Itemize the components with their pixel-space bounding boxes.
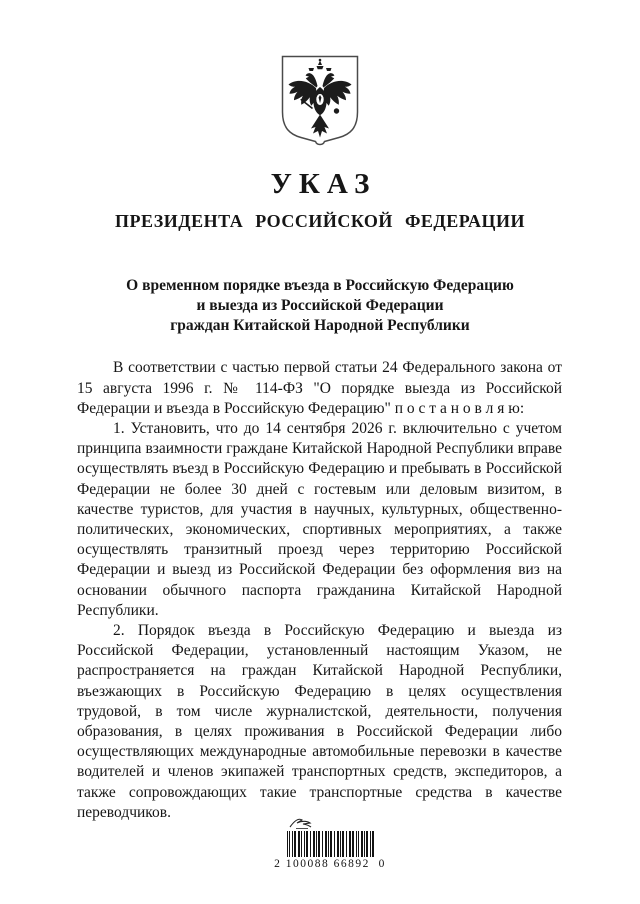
barcode-inner <box>274 817 386 870</box>
emblem-wrap <box>280 54 360 151</box>
decree-subject-heading <box>0 276 640 336</box>
paragraph-preamble: В соответствии с частью первой статьи 24 Федерального закона от 15 августа 1996 г. № 114-ФЗ "О порядке выезда из Российской Федерации и въезда в Российскую Федерацию" п о с т а н о в л я ю: <box>77 359 562 417</box>
document-title: УКАЗ <box>270 168 377 200</box>
decree-body <box>77 358 562 823</box>
paragraph-item-2: 2. Порядок въезда в Российскую Федерацию и выезда из Российской Федерации, установленный настоящим Указом, не распространяется на граждан Китайской Народной Республики, въезжающих в Российскую Федерацию в целях осуществления трудовой, в том числе журналистской, деятельности, получения образования, в целях проживания в Российской Федерации либо осуществляющих международные автомобильные перевозки в качестве водителей и членов экипажей транспортных средств, экспедиторов, а также сопровождающих такие транспортные средства в качестве переводчиков. <box>77 622 562 821</box>
heading-line-2: и выезда из Российской Федерации <box>196 297 444 315</box>
heading-line-3: граждан Китайской Народной Республики <box>170 317 470 335</box>
barcode-block <box>0 817 640 872</box>
barcode-bars-icon <box>274 831 386 857</box>
heading-line-1: О временном порядке въезда в Российскую Федерацию <box>126 277 514 295</box>
print-control-mark-icon <box>288 817 314 830</box>
barcode-number: 2 100088 66892 0 <box>274 858 386 870</box>
russia-coat-of-arms-icon <box>280 54 360 151</box>
paragraph-item-1: 1. Установить, что до 14 сентября 2026 г. включительно с учетом принципа взаимности граждане Китайской Народной Республики вправе осуществлять въезд в Российскую Федерацию и пребывать в Российской Федерации не более 30 дней с гостевым или деловым визитом, в качестве туристов, для участия в научных, культурных, общественно-политических, экономических, спортивных мероприятиях, а также осуществлять транзитный проезд через территорию Российской Федерации и выезд из Российской Федерации без оформления виз на основании обычного паспорта гражданина Китайской Народной Республики. <box>77 420 562 619</box>
document-subtitle: ПРЕЗИДЕНТА РОССИЙСКОЙ ФЕДЕРАЦИИ <box>115 210 525 231</box>
